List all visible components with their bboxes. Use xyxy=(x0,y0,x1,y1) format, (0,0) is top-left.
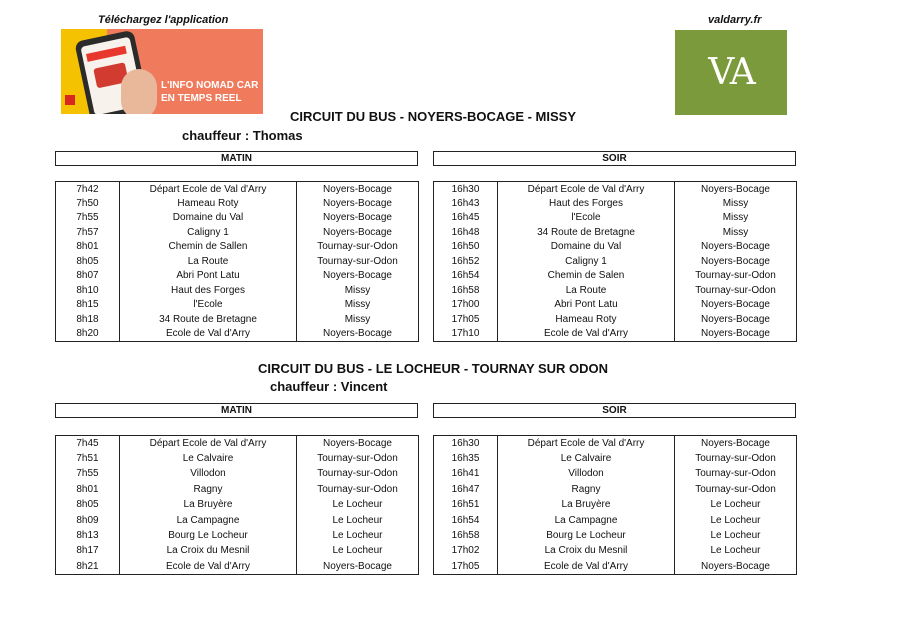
stop-town: Missy xyxy=(344,299,371,311)
stop-town: Missy xyxy=(722,197,749,209)
stop-time: 16h50 xyxy=(434,240,498,255)
stop-name: Abri Pont Latu xyxy=(120,269,297,284)
stop-name: Ecole de Val d'Arry xyxy=(498,559,675,574)
stop-town: Noyers-Bocage xyxy=(323,197,392,209)
table-row xyxy=(434,312,797,327)
stop-town: Noyers-Bocage xyxy=(701,241,770,253)
table-row xyxy=(434,528,797,543)
table-row xyxy=(56,497,419,512)
table-row xyxy=(434,225,797,240)
stop-town: Tournay-sur-Odon xyxy=(695,270,776,282)
stop-time: 8h01 xyxy=(56,482,120,497)
stop-name: La Campagne xyxy=(498,512,675,527)
stop-town: Le Locheur xyxy=(332,499,383,511)
stop-time: 7h57 xyxy=(56,225,120,240)
stop-name: Bourg Le Locheur xyxy=(498,528,675,543)
schedule-table-soir xyxy=(433,435,797,575)
stop-name: Caligny 1 xyxy=(498,254,675,269)
stop-time: 8h13 xyxy=(56,528,120,543)
table-row xyxy=(56,225,419,240)
table-row xyxy=(434,211,797,226)
table-row xyxy=(56,512,419,527)
table-row xyxy=(56,482,419,497)
stop-town: Missy xyxy=(722,212,749,224)
table-row xyxy=(56,182,419,197)
stop-time: 8h21 xyxy=(56,559,120,574)
table-row xyxy=(434,559,797,574)
table-row xyxy=(434,497,797,512)
stop-town: Noyers-Bocage xyxy=(701,437,770,449)
stop-time: 7h50 xyxy=(56,196,120,211)
stop-time: 8h07 xyxy=(56,269,120,284)
stop-name: La Croix du Mesnil xyxy=(498,543,675,558)
table-row xyxy=(56,196,419,211)
stop-town: Noyers-Bocage xyxy=(323,270,392,282)
stop-time: 16h30 xyxy=(434,436,498,451)
stop-time: 8h10 xyxy=(56,283,120,298)
stop-town: Le Locheur xyxy=(332,545,383,557)
stop-name: Haut des Forges xyxy=(498,196,675,211)
table-row xyxy=(56,528,419,543)
table-row xyxy=(56,298,419,313)
promo-line1: L'INFO NOMAD CAR xyxy=(161,80,259,91)
schedule-table-matin xyxy=(55,435,419,575)
stop-town: Noyers-Bocage xyxy=(323,437,392,449)
stop-time: 8h05 xyxy=(56,254,120,269)
stop-name: Chemin de Salen xyxy=(498,269,675,284)
table-row xyxy=(434,269,797,284)
schedule-table-soir xyxy=(433,181,797,342)
stop-town: Noyers-Bocage xyxy=(701,560,770,572)
val-darry-logo: VA xyxy=(675,30,787,115)
stop-town: Le Locheur xyxy=(710,530,761,542)
stop-time: 16h30 xyxy=(434,182,498,197)
stop-name: Domaine du Val xyxy=(498,240,675,255)
stop-name: Ecole de Val d'Arry xyxy=(120,327,297,342)
stop-time: 16h45 xyxy=(434,211,498,226)
table-row xyxy=(434,543,797,558)
stop-name: La Route xyxy=(498,283,675,298)
table-row xyxy=(434,466,797,481)
promo-text xyxy=(161,79,258,105)
stop-town: Tournay-sur-Odon xyxy=(317,241,398,253)
table-row xyxy=(434,436,797,451)
table-row xyxy=(56,283,419,298)
region-logo-icon xyxy=(65,95,75,105)
stop-name: Caligny 1 xyxy=(120,225,297,240)
table-row xyxy=(56,211,419,226)
stop-town: Tournay-sur-Odon xyxy=(695,284,776,296)
site-link[interactable]: valdarry.fr xyxy=(708,14,762,26)
stop-name: Villodon xyxy=(498,466,675,481)
stop-name: Ragny xyxy=(120,482,297,497)
stop-name: Ragny xyxy=(498,482,675,497)
stop-time: 8h01 xyxy=(56,240,120,255)
stop-town: Tournay-sur-Odon xyxy=(695,483,776,495)
driver-name: chauffeur : Vincent xyxy=(270,379,388,394)
stop-time: 8h09 xyxy=(56,512,120,527)
stop-time: 7h55 xyxy=(56,466,120,481)
stop-town: Missy xyxy=(344,313,371,325)
stop-town: Noyers-Bocage xyxy=(323,560,392,572)
stop-name: Départ Ecole de Val d'Arry xyxy=(120,182,297,197)
stop-time: 17h02 xyxy=(434,543,498,558)
promo-line2: EN TEMPS REEL xyxy=(161,93,242,104)
stop-time: 17h10 xyxy=(434,327,498,342)
table-row xyxy=(56,451,419,466)
table-row xyxy=(56,254,419,269)
stop-time: 8h20 xyxy=(56,327,120,342)
stop-town: Tournay-sur-Odon xyxy=(317,483,398,495)
stop-time: 16h48 xyxy=(434,225,498,240)
stop-town: Noyers-Bocage xyxy=(701,183,770,195)
stop-town: Tournay-sur-Odon xyxy=(317,255,398,267)
stop-time: 8h17 xyxy=(56,543,120,558)
table-row xyxy=(56,312,419,327)
stop-town: Le Locheur xyxy=(710,545,761,557)
hand-image xyxy=(121,69,157,114)
stop-town: Noyers-Bocage xyxy=(701,299,770,311)
stop-town: Tournay-sur-Odon xyxy=(317,453,398,465)
stop-name: Abri Pont Latu xyxy=(498,298,675,313)
table-row xyxy=(434,512,797,527)
stop-name: Le Calvaire xyxy=(120,451,297,466)
stop-time: 16h47 xyxy=(434,482,498,497)
table-row xyxy=(56,543,419,558)
stop-name: La Bruyère xyxy=(498,497,675,512)
stop-time: 7h45 xyxy=(56,436,120,451)
table-row xyxy=(56,269,419,284)
stop-name: l'Ecole xyxy=(498,211,675,226)
table-row xyxy=(434,182,797,197)
table-row xyxy=(56,327,419,342)
table-row xyxy=(434,482,797,497)
soir-header: SOIR xyxy=(433,403,796,418)
stop-time: 17h05 xyxy=(434,312,498,327)
table-row xyxy=(434,327,797,342)
circuit-title: CIRCUIT DU BUS - NOYERS-BOCAGE - MISSY xyxy=(290,109,577,124)
stop-name: Départ Ecole de Val d'Arry xyxy=(498,182,675,197)
stop-town: Le Locheur xyxy=(710,514,761,526)
stop-name: Départ Ecole de Val d'Arry xyxy=(498,436,675,451)
stop-time: 16h52 xyxy=(434,254,498,269)
stop-town: Le Locheur xyxy=(710,499,761,511)
stop-time: 17h05 xyxy=(434,559,498,574)
stop-time: 8h05 xyxy=(56,497,120,512)
stop-time: 7h55 xyxy=(56,211,120,226)
stop-name: Hameau Roty xyxy=(498,312,675,327)
table-row xyxy=(434,298,797,313)
stop-name: Ecole de Val d'Arry xyxy=(498,327,675,342)
table-row xyxy=(56,559,419,574)
stop-time: 8h18 xyxy=(56,312,120,327)
stop-time: 16h58 xyxy=(434,528,498,543)
stop-town: Le Locheur xyxy=(332,514,383,526)
stop-name: La Croix du Mesnil xyxy=(120,543,297,558)
stop-name: 34 Route de Bretagne xyxy=(120,312,297,327)
matin-header: MATIN xyxy=(55,151,418,166)
app-promo-banner[interactable] xyxy=(61,29,263,114)
stop-town: Tournay-sur-Odon xyxy=(695,453,776,465)
stop-time: 16h58 xyxy=(434,283,498,298)
table-row xyxy=(434,283,797,298)
table-row xyxy=(434,240,797,255)
stop-name: Hameau Roty xyxy=(120,196,297,211)
stop-name: Départ Ecole de Val d'Arry xyxy=(120,436,297,451)
stop-name: Haut des Forges xyxy=(120,283,297,298)
schedule-table-matin xyxy=(55,181,419,342)
stop-name: Bourg Le Locheur xyxy=(120,528,297,543)
stop-time: 16h41 xyxy=(434,466,498,481)
stop-town: Tournay-sur-Odon xyxy=(317,468,398,480)
stop-name: Le Calvaire xyxy=(498,451,675,466)
matin-header: MATIN xyxy=(55,403,418,418)
stop-time: 16h51 xyxy=(434,497,498,512)
circuit-title: CIRCUIT DU BUS - LE LOCHEUR - TOURNAY SUR ODON xyxy=(258,361,609,376)
stop-time: 8h15 xyxy=(56,298,120,313)
stop-town: Noyers-Bocage xyxy=(323,226,392,238)
stop-town: Noyers-Bocage xyxy=(323,183,392,195)
table-row xyxy=(434,451,797,466)
stop-name: 34 Route de Bretagne xyxy=(498,225,675,240)
stop-name: Villodon xyxy=(120,466,297,481)
stop-town: Noyers-Bocage xyxy=(701,313,770,325)
download-app-label: Téléchargez l'application xyxy=(98,14,229,26)
stop-name: La Campagne xyxy=(120,512,297,527)
table-row xyxy=(56,436,419,451)
stop-time: 7h51 xyxy=(56,451,120,466)
driver-name: chauffeur : Thomas xyxy=(182,128,303,143)
stop-time: 7h42 xyxy=(56,182,120,197)
stop-town: Missy xyxy=(722,226,749,238)
stop-town: Tournay-sur-Odon xyxy=(695,468,776,480)
stop-name: La Bruyère xyxy=(120,497,297,512)
table-row xyxy=(434,196,797,211)
stop-town: Noyers-Bocage xyxy=(701,328,770,339)
stop-name: l'Ecole xyxy=(120,298,297,313)
stop-time: 16h43 xyxy=(434,196,498,211)
stop-name: Domaine du Val xyxy=(120,211,297,226)
stop-town: Noyers-Bocage xyxy=(323,212,392,224)
stop-name: La Route xyxy=(120,254,297,269)
stop-town: Noyers-Bocage xyxy=(323,328,392,339)
stop-time: 17h00 xyxy=(434,298,498,313)
stop-time: 16h35 xyxy=(434,451,498,466)
table-row xyxy=(434,254,797,269)
stop-name: Ecole de Val d'Arry xyxy=(120,559,297,574)
table-row xyxy=(56,240,419,255)
stop-time: 16h54 xyxy=(434,512,498,527)
stop-town: Le Locheur xyxy=(332,530,383,542)
table-row xyxy=(56,466,419,481)
stop-town: Noyers-Bocage xyxy=(701,255,770,267)
stop-time: 16h54 xyxy=(434,269,498,284)
soir-header: SOIR xyxy=(433,151,796,166)
stop-town: Missy xyxy=(344,284,371,296)
stop-name: Chemin de Sallen xyxy=(120,240,297,255)
